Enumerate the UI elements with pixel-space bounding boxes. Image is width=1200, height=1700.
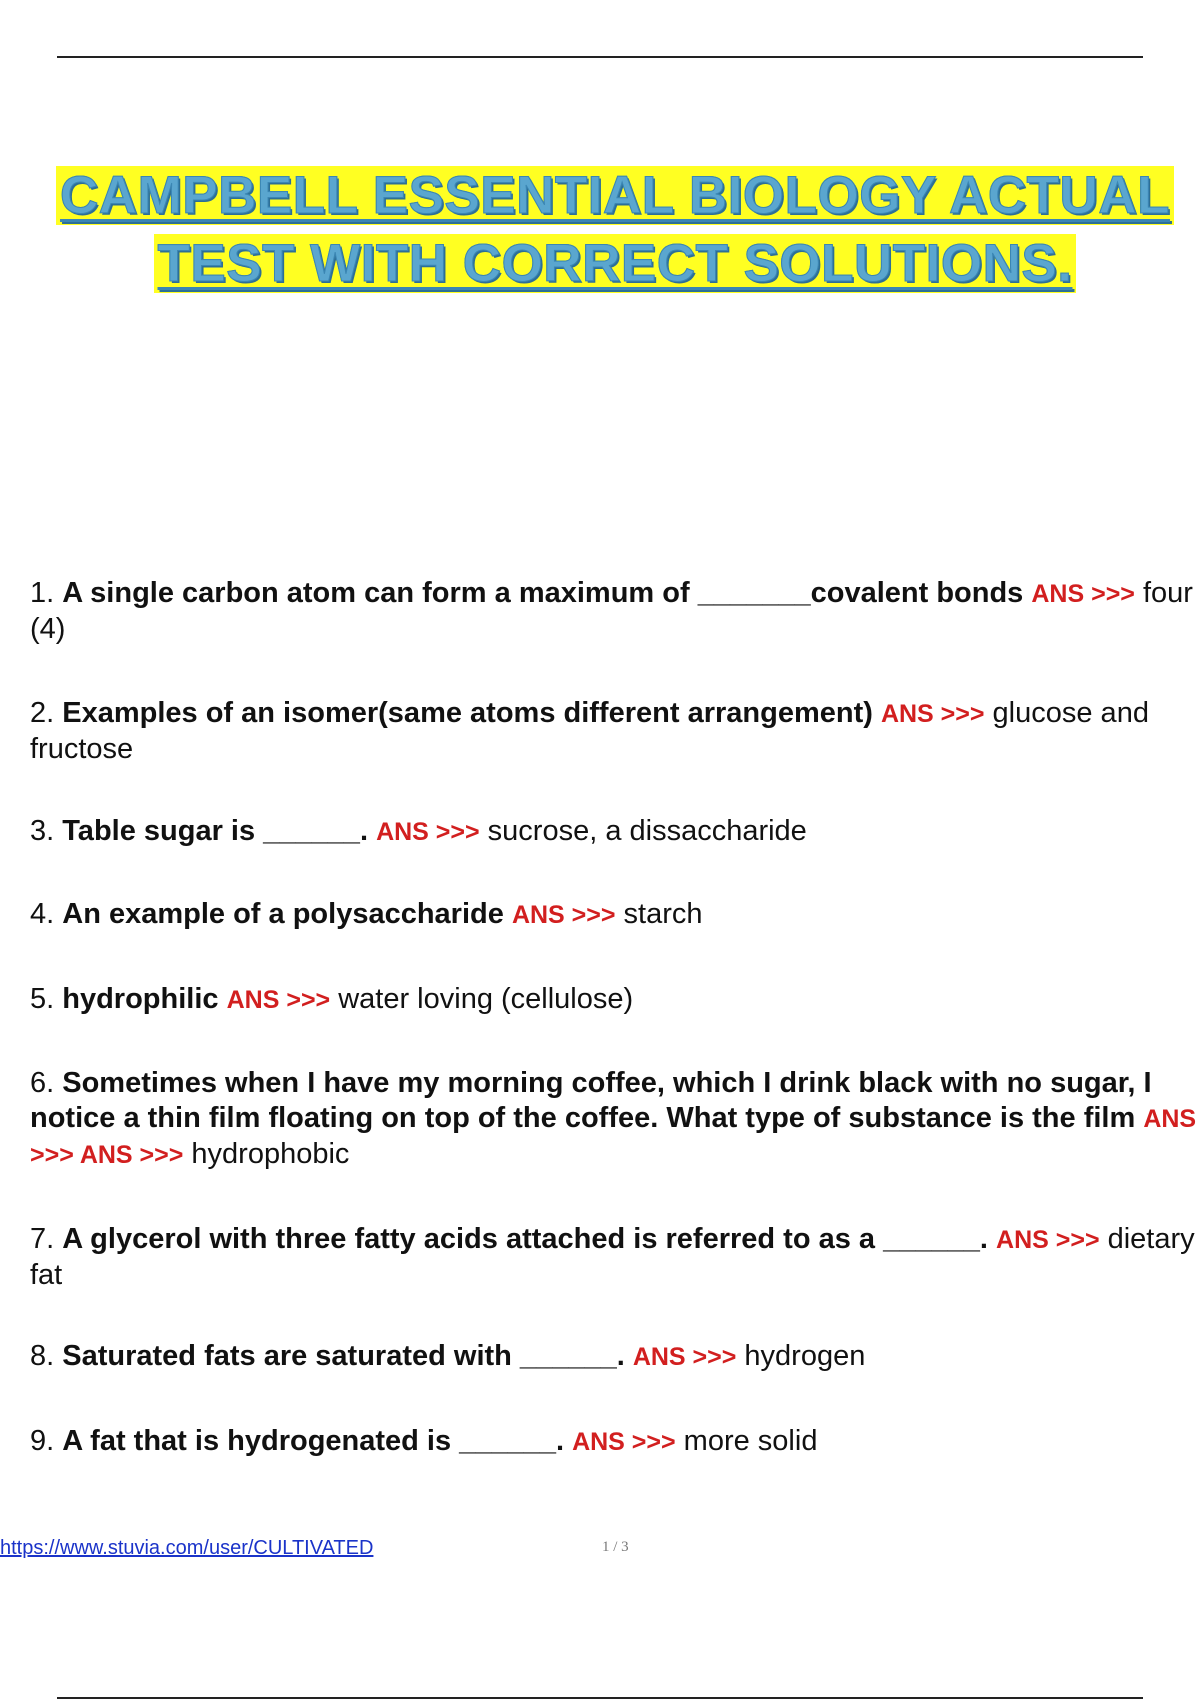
source-link[interactable]: https://www.stuvia.com/user/CULTIVATED — [0, 1537, 374, 1559]
qa-number: 1. — [30, 577, 55, 609]
ans-marker: ANS >>> — [996, 1226, 1100, 1254]
qa-number: 7. — [30, 1223, 55, 1255]
qa-question: Examples of an isomer(same atoms different arrangement) — [62, 697, 873, 729]
qa-question: Sometimes when I have my morning coffee, which I drink black with no sugar, I notice a thin film floating on top of the coffee. What type of substance is the film — [30, 1067, 1152, 1134]
qa-answer: sucrose, a dissaccharide — [487, 815, 807, 847]
top-rule — [57, 56, 1143, 58]
qa-question: hydrophilic — [62, 983, 219, 1015]
ans-marker: ANS >>> — [226, 986, 331, 1014]
title-line-2: TEST WITH CORRECT SOLUTIONS. — [154, 234, 1077, 293]
qa-item-7 — [30, 1222, 1200, 1293]
qa-item-9 — [30, 1424, 1200, 1460]
qa-question: A fat that is hydrogenated is ______. — [62, 1425, 565, 1457]
ans-marker: ANS >>> — [880, 700, 985, 728]
ans-marker: ANS >>> — [1031, 580, 1135, 608]
qa-answer: starch — [623, 898, 703, 930]
qa-answer: four (4) — [30, 577, 1193, 645]
ans-marker: ANS >>> ANS >>> — [30, 1105, 1197, 1169]
qa-number: 8. — [30, 1340, 55, 1372]
qa-question: Saturated fats are saturated with ______. — [62, 1340, 625, 1372]
qa-answer: more solid — [683, 1425, 818, 1457]
bottom-rule — [57, 1697, 1143, 1699]
qa-answer: water loving (cellulose) — [338, 983, 634, 1015]
ans-marker: ANS >>> — [511, 901, 616, 929]
qa-item-2 — [30, 696, 1200, 767]
qa-question: A glycerol with three fatty acids attached is referred to as a ______. — [62, 1223, 988, 1255]
page-number: 1 / 3 — [602, 1539, 629, 1555]
qa-number: 6. — [30, 1067, 55, 1099]
qa-question: A single carbon atom can form a maximum of _______covalent bonds — [62, 577, 1024, 609]
document-title — [30, 162, 1200, 298]
qa-number: 2. — [30, 697, 55, 729]
qa-item-3 — [30, 814, 1200, 850]
qa-item-1 — [30, 576, 1200, 647]
qa-item-6 — [30, 1066, 1200, 1173]
qa-item-4 — [30, 897, 1200, 933]
qa-item-5 — [30, 982, 1200, 1018]
qa-answer: dietary fat — [30, 1223, 1195, 1291]
qa-number: 9. — [30, 1425, 55, 1457]
qa-question: An example of a polysaccharide — [62, 898, 504, 930]
qa-number: 3. — [30, 815, 55, 847]
qa-answer: glucose and fructose — [30, 697, 1149, 765]
qa-answer: hydrogen — [744, 1340, 866, 1372]
qa-number: 5. — [30, 983, 55, 1015]
qa-answer: hydrophobic — [191, 1138, 350, 1170]
qa-question: Table sugar is ______. — [62, 815, 368, 847]
title-line-1: CAMPBELL ESSENTIAL BIOLOGY ACTUAL — [56, 166, 1174, 225]
qa-item-8 — [30, 1339, 1200, 1375]
ans-marker: ANS >>> — [376, 818, 480, 846]
qa-number: 4. — [30, 898, 55, 930]
ans-marker: ANS >>> — [572, 1428, 676, 1456]
ans-marker: ANS >>> — [632, 1343, 737, 1371]
